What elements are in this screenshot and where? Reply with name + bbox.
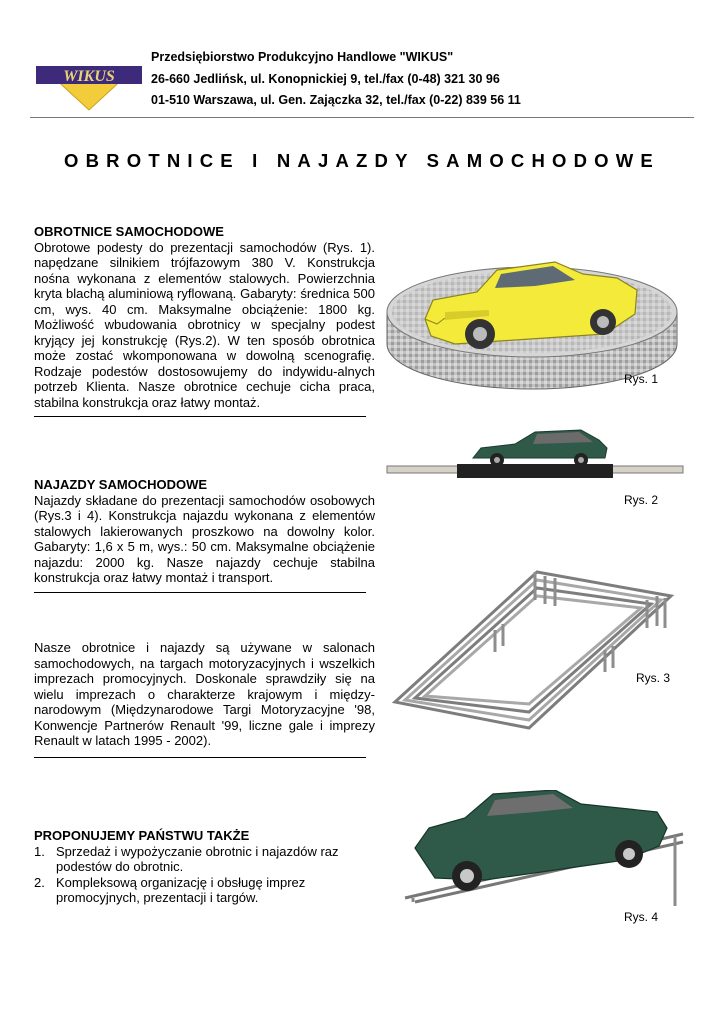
section-body: Obrotowe podesty do prezentacji samochodów (Rys. 1). napędzane silnikiem trójfazowym 380 V. Konstrukcja nośna wykonana z elementów stalowych. Powierzchnia kryta blachą aluminiową ryflowaną. Gabaryty: średnica 500 cm, wys. 40 cm. Maksymalne obciążenie: 1800 kg. Możliwość wbudowania obrotnicy w specjalny podest kryjący jej konstrukcję (Rys.2). W ten sposób obrotnica może zostać wkomponowana w dowolną scenografię. Rodzaje podestów dostosowujemy do indywidu-alnych potrzeb Klienta. Nasze obrotnice cechuje cicha praca, stabilna konstrukcja oraz łatwy montaż. — [34, 239, 375, 410]
list-item-text: Sprzedaż i wypożyczanie obrotnic i najazdów raz podestów do obrotnic. — [56, 843, 339, 874]
section-heading: PROPONUJEMY PAŃSTWU TAKŻE — [34, 828, 250, 843]
list-item-text: Kompleksową organizację i obsługę imprez promocyjnych, prezentacji i targów. — [56, 874, 306, 905]
section-obrotnice — [34, 224, 375, 417]
figure-caption: Rys. 4 — [624, 910, 659, 924]
company-address-2: 01-510 Warszawa, ul. Gen. Zajączka 32, tel./fax (0-22) 839 56 11 — [151, 93, 521, 107]
figure-ramp-frame — [385, 560, 685, 740]
section-usage — [34, 640, 375, 758]
section-heading: OBROTNICE SAMOCHODOWE — [34, 224, 224, 239]
page-title: OBROTNICE I NAJAZDY SAMOCHODOWE — [64, 150, 660, 171]
section-proponujemy — [34, 828, 375, 906]
list-item-number: 1. — [34, 843, 45, 859]
section-najazdy — [34, 477, 375, 593]
section-separator — [34, 592, 366, 593]
list-item-number: 2. — [34, 874, 45, 890]
figure-car-on-ramp — [395, 790, 685, 910]
company-name: Przedsiębiorstwo Produkcyjno Handlowe "WIKUS" — [151, 50, 454, 64]
figure-platform-green-car — [385, 418, 685, 488]
wikus-logo — [34, 60, 144, 112]
figure-caption: Rys. 2 — [624, 493, 659, 507]
list-item — [34, 875, 375, 906]
section-body: Najazdy składane do prezentacji samochodów osobowych (Rys.3 i 4). Konstrukcja najazdu wykonana z elementów stalowych lakierowanych proszkowo na dowolny kolor. Gabaryty: 1,6 x 5 m, wys.: 50 cm. Maksymalne obciążenie najazdu: 2000 kg. Nasze najazdy cechuje stabilna konstrukcja oraz łatwy montaż i transport. — [34, 492, 375, 585]
company-address-1: 26-660 Jedlińsk, ul. Konopnickiej 9, tel./fax (0-48) 321 30 96 — [151, 71, 500, 86]
figure-caption: Rys. 3 — [636, 671, 671, 685]
figure-caption: Rys. 1 — [624, 372, 659, 386]
section-body: Nasze obrotnice i najazdy są używane w salonach samochodowych, na targach motoryzacyjnych i wszelkich imprezach promocyjnych. Doskonale sprawdziły się na wielu imprezach o charakterze krajowym i między-narodowym (Międzynarodowe Targi Motoryzacyjne '98, Konwencje Partnerów Renault '99, liczne gale i imprezy Renault w latach 1995 - 2002). — [34, 640, 375, 748]
section-separator — [34, 416, 366, 417]
list-item — [34, 844, 375, 875]
header-divider — [30, 117, 694, 118]
section-separator — [34, 757, 366, 758]
logo-text: WIKUS — [63, 68, 115, 85]
section-heading: NAJAZDY SAMOCHODOWE — [34, 477, 208, 492]
company-header — [151, 47, 521, 112]
offer-list — [34, 844, 375, 906]
